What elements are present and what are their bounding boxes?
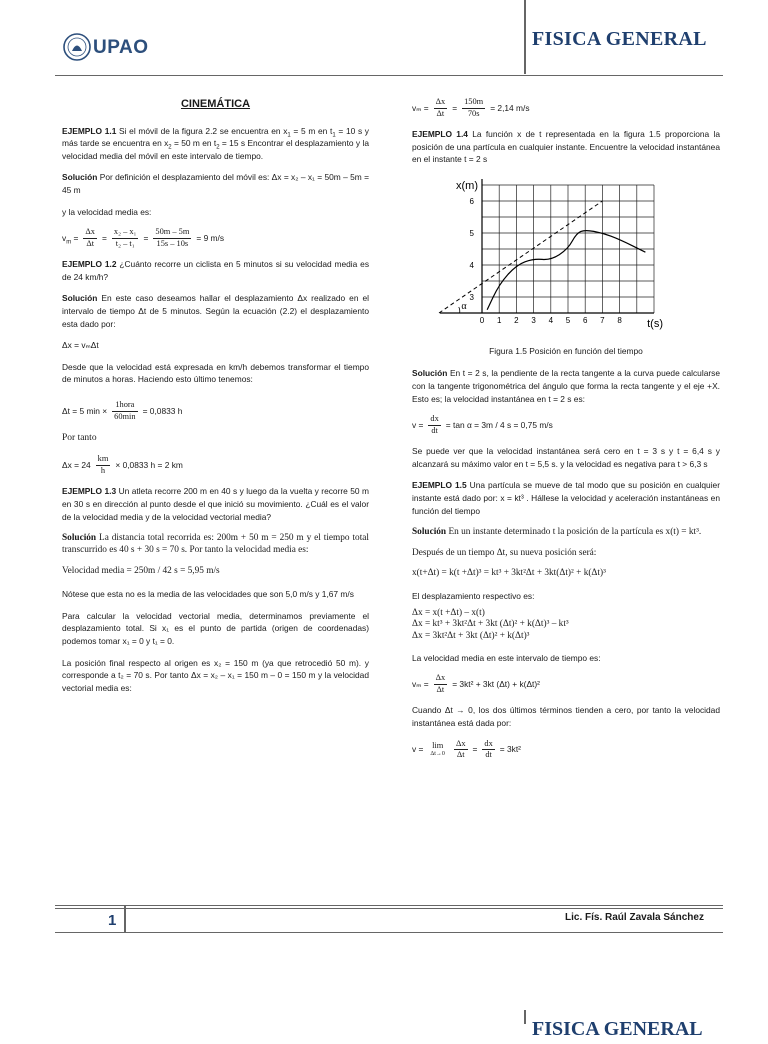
example-1-3: EJEMPLO 1.3 Un atleta recorre 200 m en 40 s y luego da la vuelta y recorre 50 m en 30 s en dirección al punto desde el que inició su movimiento. ¿Cuál es el valor de la velocidad media y de la velocidad vectorial media?: [62, 486, 369, 522]
footer-rule-top-2: [55, 908, 723, 909]
solution-1-5: Solución En un instante determinado t la posición de la partícula es x(t) = kt³.: [412, 527, 702, 538]
por-tanto: Por tanto: [62, 433, 97, 444]
x-tick-label: 6: [582, 315, 588, 325]
equation-v: v = $\frac{dx}{dt}$ = tan α = 3m / 4 s = 0,75 m/s: [412, 414, 553, 435]
footer-rule-top: [55, 905, 723, 906]
displacement-eq-2: Δx = kt³ + 3kt²Δt + 3kt (Δt)² + k(Δt)³ – kt³: [412, 619, 569, 630]
y-tick-label: 5: [469, 228, 474, 238]
example-1-5: EJEMPLO 1.5 Una partícula se mueve de tal modo que su posición en cualquier instante está dado por: x = kt³ . Hállese la velocidad y aceleración instantáneas en función del tiempo: [412, 480, 721, 516]
next-page-divider: [524, 1010, 526, 1024]
position-curve: [487, 230, 645, 309]
solution-1-3: Solución La distancia total recorrida es: 200m + 50 m = 250 m y el tiempo total transcurrido es 40 s + 30 s = 70 s. Por tanto la velocidad media es:: [62, 533, 370, 556]
velocidad-media: Velocidad media = 250m / 42 s = 5,95 m/s: [62, 566, 220, 577]
left-column: [62, 96, 369, 703]
right-column: [412, 97, 720, 770]
x-tick-label: 3: [531, 315, 536, 325]
limit-text: Cuando Δt → 0, los dos últimos términos tienden a cero, por tanto la velocidad instantánea está dada por:: [412, 705, 720, 728]
x-tick-label: 7: [600, 315, 605, 325]
alpha-label: α: [461, 300, 467, 312]
x-tick-label: 8: [617, 315, 622, 325]
x-tick-label: 4: [548, 315, 554, 325]
section-heading: CINEMÁTICA: [180, 98, 251, 110]
alpha-arc: [459, 307, 460, 313]
figure-caption: Figura 1.5 Posición en función del tiempo: [489, 345, 643, 356]
conversion-text: Desde que la velocidad está expresada en km/h debemos transformar el tiempo de minutos a horas. Haciendo esto último tenemos:: [62, 361, 369, 385]
displacement-eq-3: Δx = 3kt²Δt + 3kt (Δt)² + k(Δt)³: [412, 631, 530, 642]
calc-text: Para calcular la velocidad vectorial media, determinamos previamente el desplazamiento total. Si x₁ es el punto de partida (origen de coordenadas) podemos tomar x₁ = 0 y t₁ = 0.: [62, 610, 369, 647]
example-1-1: EJEMPLO 1.1 Si el móvil de la figura 2.2 se encuentra en $x_1 = 5$ m en $t_1 = 10$ s y más tarde se encuentra en $x_2 = 50$ m en $t_2 = 15$ s Encontrar el desplazamiento y la velocidad media del móvil en este intervalo de tiempo.: [62, 125, 369, 161]
y-tick-label: 6: [469, 196, 474, 206]
observation-text: Se puede ver que la velocidad instantánea será cero en t = 3 s y t = 6,4 s y alcanzará su máximo valor en t = 5,5 s. y la velocidad es negativa para t > 6,3 s: [412, 446, 720, 469]
example-1-4: EJEMPLO 1.4 La función x de t representada en la figura 1.5 proporciona la posición de una partícula en cualquier instante. Encuentre la velocidad instantánea en el instante t = 2 s: [412, 129, 720, 165]
equation-dx2: Δx = 24 $\frac{km}{h}$ × 0,0833 h = 2 km: [62, 454, 183, 475]
position-time-chart: [412, 175, 720, 345]
solution-1-1: Solución Por definición el desplazamiento del móvil es: Δx = x₂ – x₁ = 50m – 5m = 45 m: [62, 172, 369, 195]
x-axis-label: t(s): [647, 317, 664, 330]
note-text: Nótese que esta no es la media de las velocidades que son 5,0 m/s y 1,67 m/s: [62, 589, 354, 600]
mean-velocity-text: La velocidad media en este intervalo de tiempo es:: [412, 652, 601, 663]
equation-xt: x(t+Δt) = k(t +Δt)³ = kt³ + 3kt²Δt + 3kt(Δt)² + k(Δt)³: [412, 568, 606, 579]
x-tick-label: 5: [565, 315, 571, 325]
footer-author: Lic. Fís. Raúl Zavala Sánchez: [565, 912, 704, 923]
x-tick-label: 2: [514, 315, 519, 325]
y-tick-label: 3: [469, 292, 474, 302]
x-tick-label: 1: [496, 315, 502, 325]
x-tick-label: 0: [479, 315, 485, 325]
header-rule: [55, 75, 723, 76]
header-title: FISICA GENERAL: [532, 28, 707, 50]
upao-logo: [62, 30, 162, 64]
header-divider: [524, 0, 526, 74]
tangent-line: [439, 201, 602, 313]
velocity-intro: y la velocidad media es:: [62, 206, 152, 217]
solution-1-4: Solución En t = 2 s, la pendiente de la recta tangente a la curva puede calcularse con la tangente trigonométrica del ángulo que forma la recta tangente y el eje +X. Esto es; la velocidad instantánea en t = 2 s es:: [412, 368, 720, 404]
displacement-eq-1: Δx = x(t +Δt) – x(t): [412, 607, 485, 618]
equation-vm2: vₘ = $\frac{\Delta x}{\Delta t}$ = 3kt² + 3kt (Δt) + k(Δt)²: [412, 673, 540, 694]
displacement-intro: El desplazamiento respectivo es:: [412, 591, 535, 602]
footer-rule-bottom: [55, 932, 723, 933]
page-number: 1: [108, 912, 117, 929]
despues-text: Después de un tiempo Δt, su nueva posición será:: [412, 548, 597, 559]
equation-limit: v = lim Δt→0 $\frac{\Delta x}{\Delta t}$ = $\frac{dx}{dt}$ = 3kt²: [412, 738, 521, 760]
y-axis-label: x(m): [456, 179, 478, 192]
next-page-title: FISICA GENERAL: [532, 1018, 703, 1040]
equation-dt: Δt = 5 min × $\frac{\text{1hora}}{60\min}$ = 0,0833 h: [62, 400, 183, 421]
equation-vm: $v_m$ = $\frac{\Delta x}{\Delta t}$ = $\frac{\text{x₂ – x₁}}{\text{t₂ – t₁}}$ = $\frac{50m - 5m}{15s - 10s}$ = 9 m/s: [62, 227, 225, 248]
equation-top: vₘ = $\frac{\Delta x}{\Delta t}$ = $\frac{150m}{70s}$ = 2,14 m/s: [412, 97, 530, 118]
upao-seal-icon: [62, 32, 92, 62]
position-text: La posición final respecto al origen es x₂ = 150 m (ya que retrocedió 50 m). y corresponde a t₂ = 70 s. Por tanto Δx = x₂ – x₁ = 150 m – 0 = 150 m y la velocidad vectorial media es:: [62, 657, 369, 693]
solution-1-2: Solución En este caso deseamos hallar el desplazamiento Δx realizado en el intervalo de tiempo Δt de 5 minutos. Según la ecuación (2.2) el desplazamiento esta dado por:: [62, 293, 369, 329]
y-tick-label: 4: [469, 260, 474, 270]
displacement-equations: [412, 608, 720, 643]
footer-divider: [124, 906, 126, 932]
logo-text: UPAO: [93, 37, 149, 58]
figure-1-5: [412, 175, 720, 345]
equation-dx: Δx = vₘΔt: [62, 340, 99, 351]
example-1-2: EJEMPLO 1.2 ¿Cuánto recorre un ciclista en 5 minutos si su velocidad media es de 24 km/h?: [62, 259, 370, 282]
